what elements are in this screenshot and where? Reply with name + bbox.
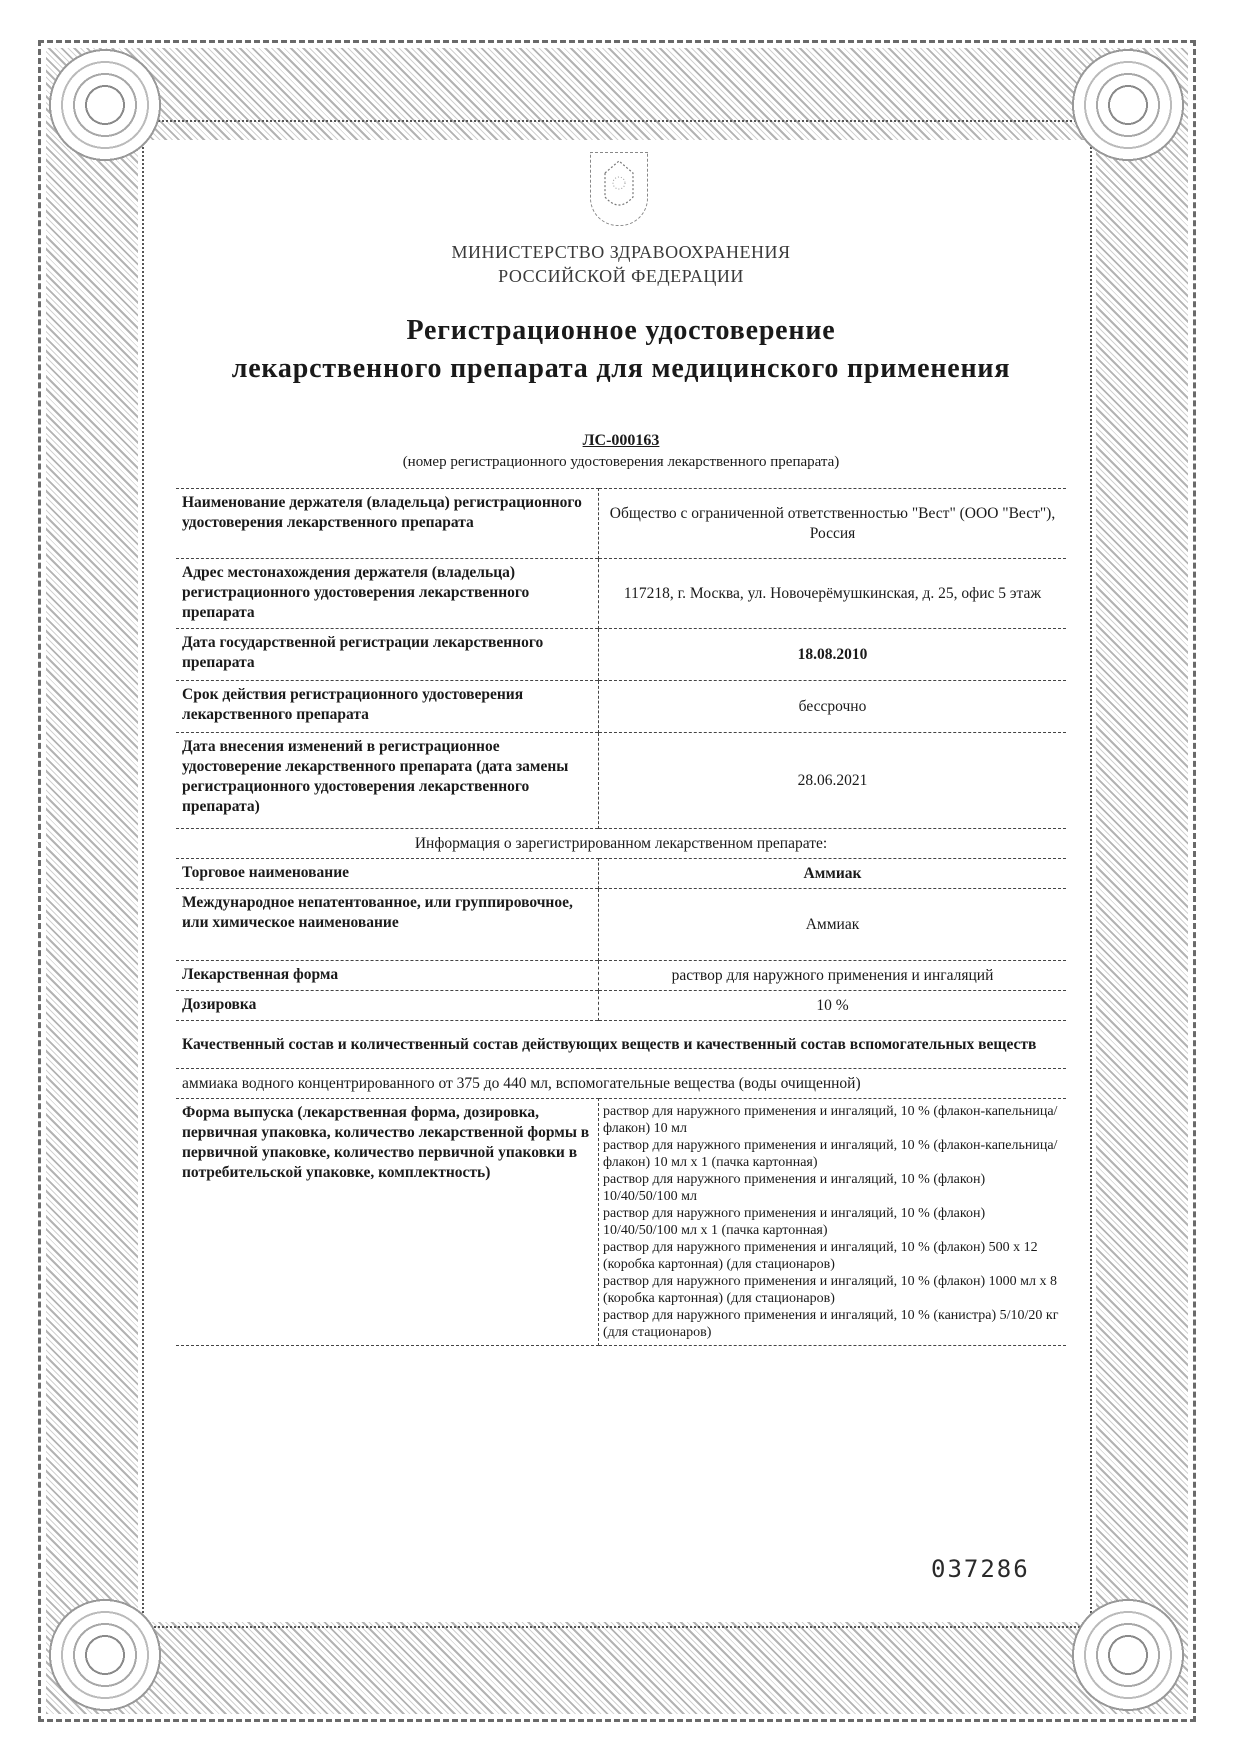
table-row: [176, 489, 1066, 559]
row-label: Лекарственная форма: [176, 961, 599, 991]
row-label: Международное непатентованное, или группировочное, или химическое наименование: [176, 889, 599, 961]
table-row: [176, 559, 1066, 629]
row-value: Аммиак: [599, 859, 1067, 889]
row-value: бессрочно: [599, 681, 1067, 733]
release-form-entry: раствор для наружного применения и ингаляций, 10 % (флакон) 10/40/50/100 мл х 1 (пачка картонная): [603, 1206, 986, 1238]
table-row: [176, 1099, 1066, 1346]
row-label: Срок действия регистрационного удостоверения лекарственного препарата: [176, 681, 599, 733]
table-row: [176, 1021, 1066, 1069]
ministry-name: [176, 240, 1066, 288]
table-row: [176, 889, 1066, 961]
corner-rosette-top-right: [1063, 40, 1193, 170]
release-form-entry: раствор для наружного применения и ингаляций, 10 % (флакон-капельница/флакон) 10 мл: [603, 1104, 1058, 1136]
row-value: раствор для наружного применения и ингаляций: [599, 961, 1067, 991]
corner-rosette-top-left: [40, 40, 170, 170]
row-label: Дата внесения изменений в регистрационное удостоверение лекарственного препарата (дата замены регистрационного удостоверения лекарственного препарата): [176, 733, 599, 829]
table-row: [176, 681, 1066, 733]
title-line-2: лекарственного препарата для медицинского применения: [231, 353, 1011, 384]
release-form-list: [599, 1099, 1067, 1346]
coat-of-arms-emblem: [590, 152, 648, 226]
row-label: Дата государственной регистрации лекарственного препарата: [176, 629, 599, 681]
info-heading: Информация о зарегистрированном лекарственном препарате:: [176, 829, 1066, 859]
row-value: Аммиак: [599, 889, 1067, 961]
corner-rosette-bottom-right: [1063, 1590, 1193, 1720]
row-value: Общество с ограниченной ответственностью "Вест" (ООО "Вест"), Россия: [599, 489, 1067, 559]
release-form-entry: раствор для наружного применения и ингаляций, 10 % (флакон) 10/40/50/100 мл: [603, 1172, 986, 1204]
ministry-line-1: МИНИСТЕРСТВО ЗДРАВООХРАНЕНИЯ: [451, 242, 791, 262]
registration-number-caption: (номер регистрационного удостоверения лекарственного препарата): [402, 454, 840, 470]
corner-rosette-bottom-left: [40, 1590, 170, 1720]
row-value: 28.06.2021: [599, 733, 1067, 829]
table-row: [176, 733, 1066, 829]
table-row: [176, 829, 1066, 859]
composition-heading: Качественный состав и количественный состав действующих веществ и качественный состав вспомогательных веществ: [176, 1021, 1066, 1069]
composition-text: аммиака водного концентрированного от 375 до 440 мл, вспомогательные вещества (воды очищенной): [176, 1069, 1066, 1099]
document-title: [176, 312, 1066, 388]
emblem-icon: [591, 153, 647, 225]
row-value: 10 %: [599, 991, 1067, 1021]
registration-number: ЛС-000163: [582, 432, 660, 449]
release-form-entry: раствор для наружного применения и ингаляций, 10 % (канистра) 5/10/20 кг (для стационаров): [603, 1308, 1059, 1340]
serial-number: 037286: [931, 1555, 1030, 1583]
row-value: 18.08.2010: [599, 629, 1067, 681]
release-form-entry: раствор для наружного применения и ингаляций, 10 % (флакон) 1000 мл х 8 (коробка картонная) (для стационаров): [603, 1274, 1057, 1306]
row-label: Наименование держателя (владельца) регистрационного удостоверения лекарственного препарата: [176, 489, 599, 559]
row-label: Адрес местонахождения держателя (владельца) регистрационного удостоверения лекарственного препарата: [176, 559, 599, 629]
title-line-1: Регистрационное удостоверение: [406, 315, 836, 346]
table-row: [176, 961, 1066, 991]
release-form-entry: раствор для наружного применения и ингаляций, 10 % (флакон-капельница/флакон) 10 мл х 1 (пачка картонная): [603, 1138, 1058, 1170]
table-row: [176, 991, 1066, 1021]
table-row: [176, 859, 1066, 889]
ministry-line-2: РОССИЙСКОЙ ФЕДЕРАЦИИ: [498, 266, 744, 286]
table-row: [176, 1069, 1066, 1099]
certificate-table: [176, 488, 1066, 1346]
release-form-label: Форма выпуска (лекарственная форма, дозировка, первичная упаковка, количество лекарственной формы в первичной упаковке, количество первичной упаковки в потребительской упаковке, комплектность): [176, 1099, 599, 1346]
release-form-entry: раствор для наружного применения и ингаляций, 10 % (флакон) 500 х 12 (коробка картонная) (для стационаров): [603, 1240, 1038, 1272]
row-label: Дозировка: [176, 991, 599, 1021]
row-value: 117218, г. Москва, ул. Новочерёмушкинская, д. 25, офис 5 этаж: [599, 559, 1067, 629]
table-row: [176, 629, 1066, 681]
row-label: Торговое наименование: [176, 859, 599, 889]
